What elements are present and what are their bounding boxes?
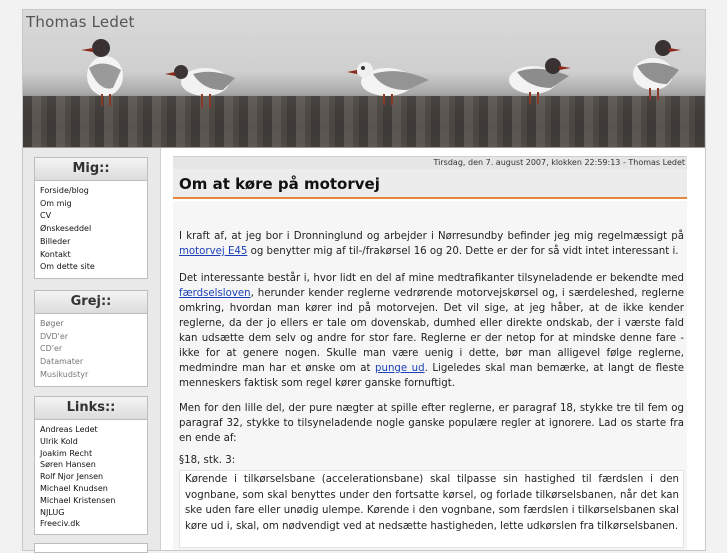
nav-link-om-dette-site[interactable]: Om dette site [40, 262, 95, 272]
sidebar-box-title: Grej:: [35, 291, 147, 314]
post-dateline-bar [173, 156, 687, 169]
sidebar [23, 148, 161, 550]
main-content [173, 156, 687, 550]
nav-list [35, 181, 147, 278]
link-soren-hansen[interactable]: Søren Hansen [40, 460, 96, 470]
post-title[interactable]: Om at køre på motorvej [173, 169, 687, 199]
link-njlug[interactable]: NJLUG [40, 507, 65, 517]
nav-list [35, 314, 147, 386]
post-paragraph: §18, stk. 3: [179, 455, 236, 466]
law-quote: Kørende i tilkørselsbane (accelerationsbane) skal tilpasse sin hastighed til færdslen i den vognbane, som skal benyttes under den fortsatte kørsel, og forlade tilkørselsbanen, når det kan ske uden fare eller unødig ulempe. Kørende i den vognbane, som færdslen i tilkørselsbanen skal køre ud i, skal, om nødvendigt ved at nedsætte hastigheden, lette udkørslen fra tilkørselsbanen. [179, 470, 684, 548]
post-body [173, 201, 687, 550]
seagull-image [73, 28, 135, 108]
nav-link-musikudstyr[interactable]: Musikudstyr [40, 369, 89, 379]
seagull-image [343, 46, 433, 106]
link-faerdselsloven[interactable]: færdselsloven [179, 288, 251, 299]
nav-link-billeder[interactable]: Billeder [40, 236, 71, 246]
link-punge-ud[interactable]: punge ud [375, 363, 425, 374]
link-rolf-njor-jensen[interactable]: Rolf Njor Jensen [40, 472, 104, 482]
link-michael-kristensen[interactable]: Michael Kristensen [40, 495, 116, 505]
nav-link-forside[interactable]: Forside/blog [40, 186, 89, 195]
sidebar-box-grej [34, 290, 148, 387]
seagull-image [619, 32, 689, 102]
header-banner [23, 10, 705, 148]
nav-link-datamater[interactable]: Datamater [40, 357, 84, 367]
nav-link-om-mig[interactable]: Om mig [40, 198, 72, 208]
nav-link-cder[interactable]: CD'er [40, 344, 63, 354]
nav-list [35, 420, 147, 534]
link-joakim-recht[interactable]: Joakim Recht [40, 448, 93, 458]
nav-link-kontakt[interactable]: Kontakt [40, 249, 71, 259]
sidebar-box-mig [34, 157, 148, 279]
site-title[interactable]: Thomas Ledet [26, 13, 135, 31]
paragraph-text: og benytter mig af til-/frakørsel 16 og 20. Dette er der for så vidt intet interessant i. [247, 246, 679, 257]
nav-link-onskeseddel[interactable]: Ønskeseddel [40, 224, 92, 234]
post-paragraph: Men for den lille del, der pure nægter at spille efter reglerne, er paragraf 18, stykke tre til fem og paragraf 32, stykke to tilsyneladende nogle ganske populære regler at ignorere. Lad os starte fra en ende af: [179, 403, 684, 444]
paragraph-text: I kraft af, at jeg bor i Dronninglund og arbejder i Nørresundby befinder jeg mig regelmæssigt på [179, 231, 684, 242]
post-paragraph [179, 271, 684, 391]
paragraph-text: , herunder kender reglerne vedrørende motorvejskørsel og, i særdeleshed, reglerne omkring, hvordan man kører ind på motorvejen. Det vil sige, at jeg håber, at de ikke kender reglerne, da der jo ellers er tale om dovenskab, dumhed eller direkte ondskab, der i værste fald kan udsætte dem selv og andre for stor fare. Reglerne er der netop for at mindske denne fare - ikke for at genere nogen. Skulle man være uenig i dette, bør man alligevel følge reglerne, medmindre man har et ønske om at [179, 288, 684, 374]
paragraph-text: . Ligeledes skal man bemærke, at langt de fleste menneskers faktisk som regel kører ganske fornuftigt. [179, 363, 685, 389]
page-frame [22, 9, 706, 551]
sidebar-box-title: Links:: [35, 397, 147, 420]
paragraph-text: Det interessante består i, hvor lidt en del af mine medtrafikanter tilsyneladende er bekendte med [179, 273, 684, 284]
post-dateline: Tirsdag, den 7. august 2007, klokken 22:59:13 - Thomas Ledet [433, 158, 685, 167]
seagull-image [493, 46, 573, 106]
post-paragraph [179, 229, 684, 259]
nav-link-dvder[interactable]: DVD'er [40, 331, 69, 341]
sidebar-box-links [34, 396, 148, 535]
nav-link-boger[interactable]: Bøger [40, 319, 64, 328]
sidebar-box-title: Mig:: [35, 158, 147, 181]
link-ulrik-kold[interactable]: Ulrik Kold [40, 436, 78, 446]
link-michael-knudsen[interactable]: Michael Knudsen [40, 483, 108, 493]
link-motorvej-e45[interactable]: motorvej E45 [179, 246, 248, 257]
seagull-image [163, 50, 243, 110]
nav-link-cv[interactable]: CV [40, 211, 52, 221]
link-freeciv[interactable]: Freeciv.dk [40, 519, 80, 529]
link-andreas-ledet[interactable]: Andreas Ledet [40, 425, 98, 434]
